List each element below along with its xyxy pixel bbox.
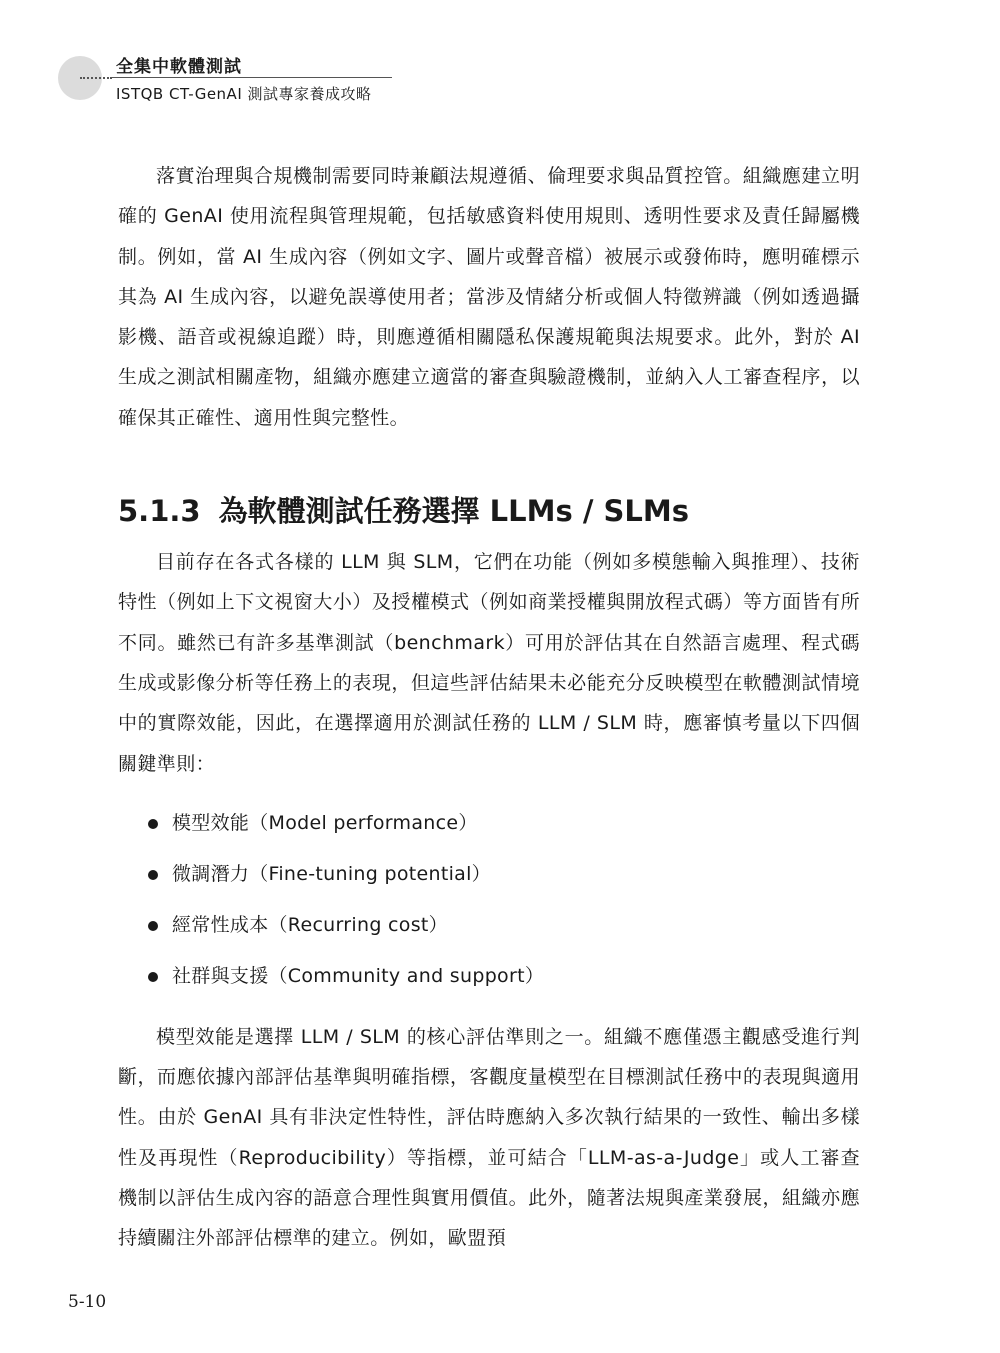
- list-item-text: 社群與支援（Community and support）: [172, 964, 545, 987]
- bullet-icon: [148, 921, 158, 931]
- page-header: [0, 0, 1000, 110]
- list-item: [118, 849, 860, 900]
- list-item-text: 模型效能（Model performance）: [172, 811, 478, 834]
- governance-paragraph: 落實治理與合規機制需要同時兼顧法規遵循、倫理要求與品質控管。組織應建立明確的 GenAI 使用流程與管理規範，包括敏感資料使用規則、透明性要求及責任歸屬機制。例如，當 AI 生成內容（例如文字、圖片或聲音檔）被展示或發佈時，應明確標示其為 AI 生成內容，以避免誤導使用者；當涉及情緒分析或個人特徵辨識（例如透過攝影機、語音或視線追蹤）時，則應遵循相關隱私保護規範與法規要求。此外，對於 AI 生成之測試相關產物，組織亦應建立適當的審查與驗證機制，並納入人工審查程序，以確保其正確性、適用性與完整性。: [118, 165, 860, 429]
- header-dotted-line: [80, 77, 112, 79]
- list-item-text: 經常性成本（Recurring cost）: [172, 913, 448, 936]
- section-title: 為軟體測試任務選擇 LLMs / SLMs: [218, 494, 690, 529]
- section-intro-paragraph: 目前存在各式各樣的 LLM 與 SLM，它們在功能（例如多模態輸入與推理）、技術特性（例如上下文視窗大小）及授權模式（例如商業授權與開放程式碼）等方面皆有所不同。雖然已有許多基準測試（benchmark）可用於評估其在自然語言處理、程式碼生成或影像分析等任務上的表現，但這些評估結果未必能充分反映模型在軟體測試情境中的實際效能，因此，在選擇適用於測試任務的 LLM / SLM 時，應審慎考量以下四個關鍵準則：: [118, 551, 860, 775]
- bullet-icon: [148, 972, 158, 982]
- criteria-list: [118, 798, 860, 1002]
- bullet-icon: [148, 870, 158, 880]
- list-item: [118, 798, 860, 849]
- page-content: [118, 156, 860, 1259]
- list-item: [118, 951, 860, 1002]
- model-performance-paragraph: 模型效能是選擇 LLM / SLM 的核心評估準則之一。組織不應僅憑主觀感受進行判斷，而應依據內部評估基準與明確指標，客觀度量模型在目標測試任務中的表現與適用性。由於 GenAI 具有非決定性特性，評估時應納入多次執行結果的一致性、輸出多樣性及再現性（Reproducibility）等指標，並可結合「LLM-as-a-Judge」或人工審查機制以評估生成內容的語意合理性與實用價值。此外，隨著法規與產業發展，組織亦應持續關注外部評估標準的建立。例如，歐盟預: [118, 1025, 860, 1250]
- bullet-icon: [148, 819, 158, 829]
- book-title: 全集中軟體測試: [116, 57, 242, 77]
- section-number: 5.1.3: [118, 494, 201, 529]
- header-rule: [112, 77, 392, 78]
- list-item-text: 微調潛力（Fine-tuning potential）: [172, 862, 491, 885]
- list-item: [118, 900, 860, 951]
- section-heading: [118, 481, 860, 541]
- book-subtitle: ISTQB CT-GenAI 測試專家養成攻略: [116, 85, 372, 103]
- page-number: 5-10: [68, 1292, 107, 1312]
